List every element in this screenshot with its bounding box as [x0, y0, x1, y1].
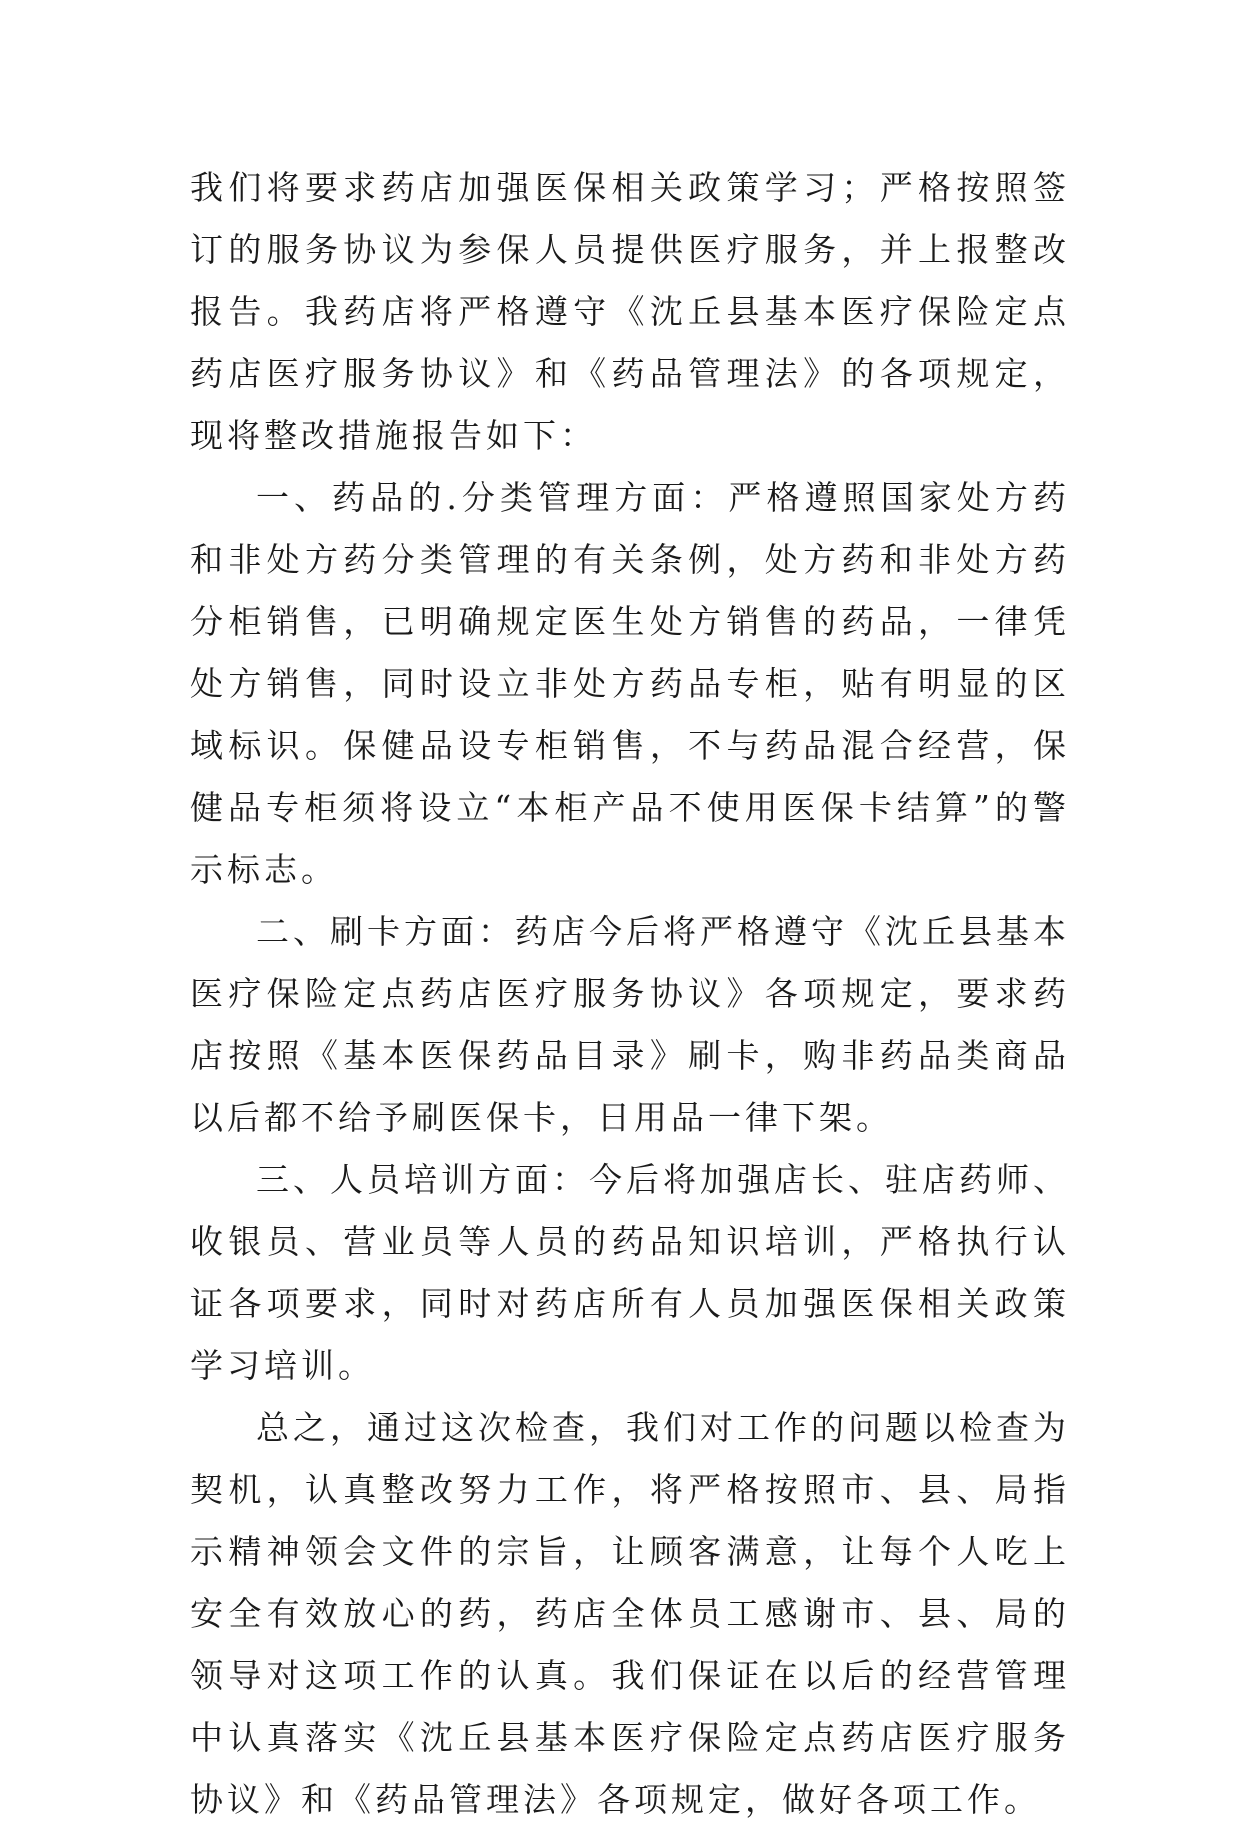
paragraph-drug-classification: 一、药品的.分类管理方面：严格遵照国家处方药和非处方药分类管理的有关条例，处方药和非处方药分柜销售，已明确规定医生处方销售的药品，一律凭处方销售，同时设立非处方药品专柜，贴有明显的区域标识。保健品设专柜销售，不与药品混合经营，保健品专柜须将设立“本柜产品不使用医保卡结算”的警示标志。 [190, 478, 1070, 889]
paragraph-card-swiping: 二、刷卡方面：药店今后将严格遵守《沈丘县基本医疗保险定点药店医疗服务协议》各项规定，要求药店按照《基本医保药品目录》刷卡，购非药品类商品以后都不给予刷医保卡，日用品一律下架。 [190, 912, 1070, 1137]
paragraph-intro: 我们将要求药店加强医保相关政策学习；严格按照签订的服务协议为参保人员提供医疗服务，并上报整改报告。我药店将严格遵守《沈丘县基本医疗保险定点药店医疗服务协议》和《药品管理法》的各项规定，现将整改措施报告如下： [190, 168, 1070, 455]
paragraph-staff-training: 三、人员培训方面：今后将加强店长、驻店药师、收银员、营业员等人员的药品知识培训，严格执行认证各项要求，同时对药店所有人员加强医保相关政策学习培训。 [190, 1160, 1070, 1385]
document-body [190, 157, 1070, 1831]
paragraph-conclusion: 总之，通过这次检查，我们对工作的问题以检查为契机，认真整改努力工作，将严格按照市、县、局指示精神领会文件的宗旨，让顾客满意，让每个人吃上安全有效放心的药，药店全体员工感谢市、县、局的领导对这项工作的认真。我们保证在以后的经营管理中认真落实《沈丘县基本医疗保险定点药店医疗服务协议》和《药品管理法》各项规定，做好各项工作。 [190, 1408, 1070, 1819]
